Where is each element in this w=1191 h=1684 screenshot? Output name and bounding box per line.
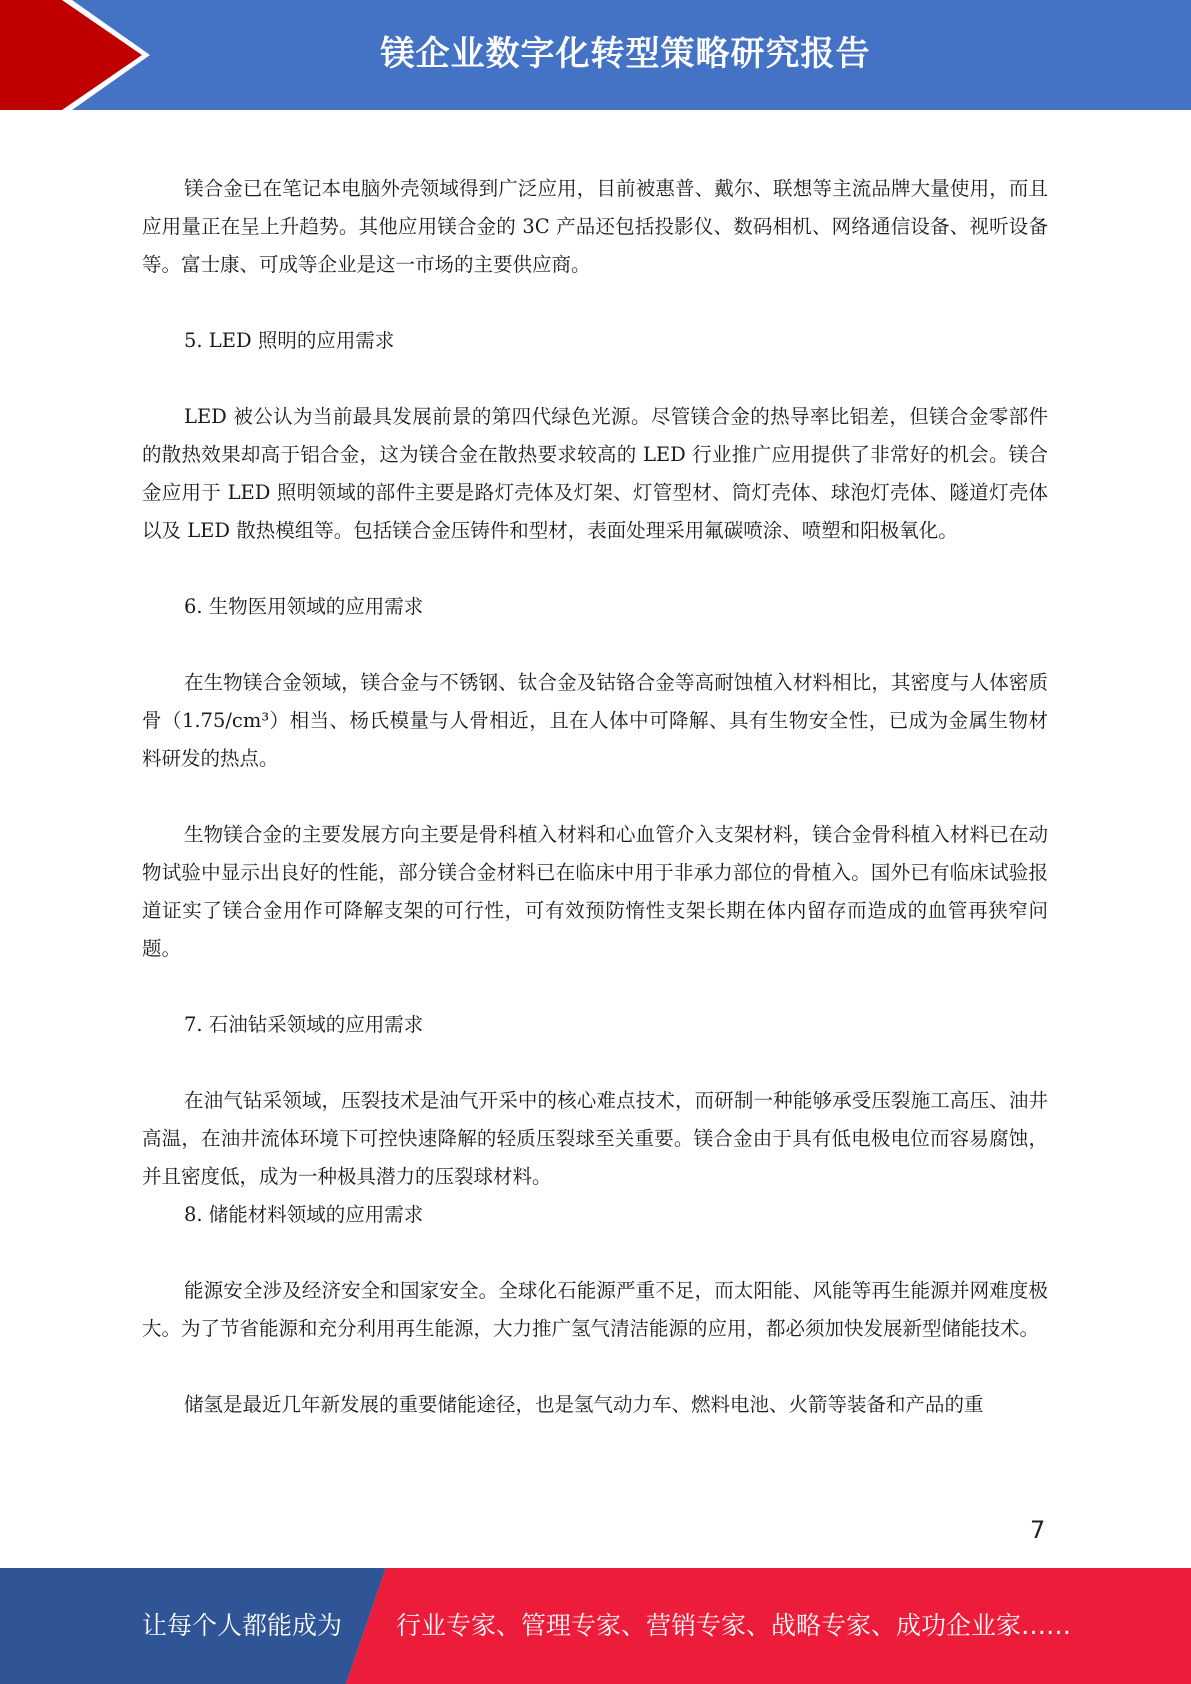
footer-slogan-left: 让每个人都能成为	[142, 1611, 343, 1640]
paragraph-led: LED 被公认为当前最具发展前景的第四代绿色光源。尽管镁合金的热导率比铝差，但镁合金零部件的散热效果却高于铝合金，这为镁合金在散热要求较高的 LED 行业推广应用提供了非常好的机会。镁合金应用于 LED 照明领域的部件主要是路灯壳体及灯架、灯管型材、筒灯壳体、球泡灯壳体、隧道灯壳体以及 LED 散热模组等。包括镁合金压铸件和型材，表面处理采用氟碳喷涂、喷塑和阳极氧化。	[142, 405, 1048, 542]
section-heading-led: 5. LED 照明的应用需求	[184, 329, 395, 352]
section-heading-biomedical: 6. 生物医用领域的应用需求	[184, 595, 424, 618]
page-number: 7	[1030, 1516, 1046, 1544]
section-heading-oil-drilling: 7. 石油钻采领域的应用需求	[184, 1013, 424, 1036]
page-header	[0, 0, 1191, 110]
footer-slogan-right: 行业专家、管理专家、营销专家、战略专家、成功企业家……	[396, 1611, 1072, 1640]
paragraph-energy-security: 能源安全涉及经济安全和国家安全。全球化石能源严重不足，而太阳能、风能等再生能源并网难度极大。为了节省能源和充分利用再生能源，大力推广氢气清洁能源的应用，都必须加快发展新型储能技术。	[142, 1279, 1048, 1340]
header-title: 镁企业数字化转型策略研究报告	[380, 34, 871, 74]
paragraph-bio-magnesium: 在生物镁合金领域，镁合金与不锈钢、钛合金及钴铬合金等高耐蚀植入材料相比，其密度与人体密质骨（1.75/cm³）相当、杨氏模量与人骨相近，且在人体中可降解、具有生物安全性，已成为金属生物材料研发的热点。	[142, 671, 1048, 770]
paragraph-oil-drilling: 在油气钻采领域，压裂技术是油气开采中的核心难点技术，而研制一种能够承受压裂施工高压、油井高温，在油井流体环境下可控快速降解的轻质压裂球至关重要。镁合金由于具有低电极电位而容易腐蚀，并且密度低，成为一种极具潜力的压裂球材料。	[142, 1089, 1048, 1188]
paragraph-hydrogen-storage: 储氢是最近几年新发展的重要储能途径，也是氢气动力车、燃料电池、火箭等装备和产品的重	[184, 1393, 984, 1416]
paragraph-bio-development: 生物镁合金的主要发展方向主要是骨科植入材料和心血管介入支架材料，镁合金骨科植入材料已在动物试验中显示出良好的性能，部分镁合金材料已在临床中用于非承力部位的骨植入。国外已有临床试验报道证实了镁合金用作可降解支架的可行性，可有效预防惰性支架长期在体内留存而造成的血管再狭窄问题。	[142, 823, 1048, 960]
section-heading-energy-storage: 8. 储能材料领域的应用需求	[184, 1203, 424, 1226]
report-body	[142, 170, 1048, 1424]
paragraph-laptop-shell: 镁合金已在笔记本电脑外壳领域得到广泛应用，目前被惠普、戴尔、联想等主流品牌大量使用，而且应用量正在呈上升趋势。其他应用镁合金的 3C 产品还包括投影仪、数码相机、网络通信设备、视听设备等。富士康、可成等企业是这一市场的主要供应商。	[142, 177, 1048, 276]
page-footer	[0, 1568, 1191, 1684]
